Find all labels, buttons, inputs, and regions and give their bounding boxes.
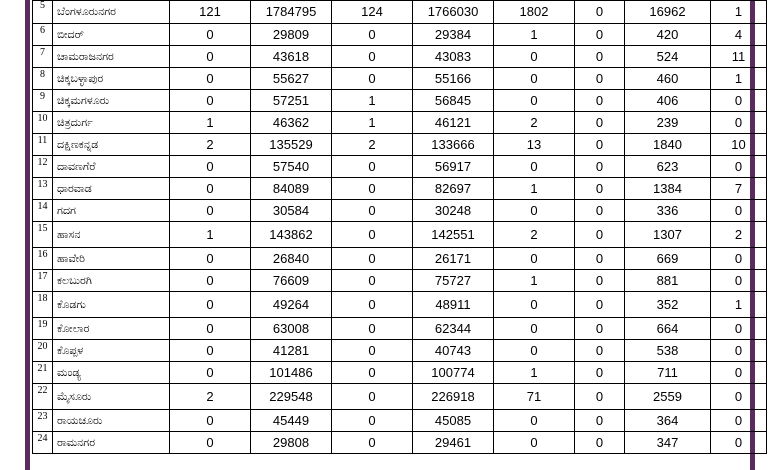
col6-cell: 0 [575, 112, 625, 134]
serial-cell: 17 [33, 270, 53, 292]
col5-cell: 1 [494, 362, 575, 384]
col4-cell: 55166 [413, 68, 494, 90]
district-name-cell: ಚಿಕ್ಕಮಗಳೂರು [53, 90, 170, 112]
district-name-cell: ಚಿತ್ರದುರ್ಗ [53, 112, 170, 134]
table-row [33, 112, 767, 134]
col1-cell: 2 [170, 384, 251, 410]
serial-cell: 16 [33, 248, 53, 270]
col3-cell: 0 [332, 362, 413, 384]
col8-cell: 0 [711, 340, 767, 362]
col8-cell: 1 [711, 1, 767, 24]
col2-cell: 84089 [251, 178, 332, 200]
district-name-cell: ಧಾರವಾಡ [53, 178, 170, 200]
table-row [33, 156, 767, 178]
col4-cell: 226918 [413, 384, 494, 410]
col2-cell: 46362 [251, 112, 332, 134]
serial-cell: 15 [33, 222, 53, 248]
col8-cell: 0 [711, 248, 767, 270]
col3-cell: 0 [332, 318, 413, 340]
col2-cell: 1784795 [251, 1, 332, 24]
table-row [33, 270, 767, 292]
col2-cell: 57251 [251, 90, 332, 112]
col4-cell: 56917 [413, 156, 494, 178]
col4-cell: 46121 [413, 112, 494, 134]
col1-cell: 0 [170, 432, 251, 454]
col2-cell: 63008 [251, 318, 332, 340]
col5-cell: 71 [494, 384, 575, 410]
col4-cell: 75727 [413, 270, 494, 292]
col6-cell: 0 [575, 134, 625, 156]
col6-cell: 0 [575, 384, 625, 410]
col8-cell: 0 [711, 90, 767, 112]
col5-cell: 0 [494, 156, 575, 178]
col6-cell: 0 [575, 362, 625, 384]
col7-cell: 460 [625, 68, 711, 90]
serial-cell: 8 [33, 68, 53, 90]
col3-cell: 124 [332, 1, 413, 24]
district-name-cell: ಚಾಮರಾಜನಗರ [53, 46, 170, 68]
col3-cell: 0 [332, 270, 413, 292]
district-name-cell: ಕೊಪ್ಪಳ [53, 340, 170, 362]
col7-cell: 669 [625, 248, 711, 270]
col1-cell: 2 [170, 134, 251, 156]
col6-cell: 0 [575, 270, 625, 292]
serial-cell: 19 [33, 318, 53, 340]
col4-cell: 48911 [413, 292, 494, 318]
serial-cell: 23 [33, 410, 53, 432]
col8-cell: 0 [711, 432, 767, 454]
col7-cell: 664 [625, 318, 711, 340]
col8-cell: 0 [711, 270, 767, 292]
district-name-cell: ಹಾವೇರಿ [53, 248, 170, 270]
table-row [33, 222, 767, 248]
col3-cell: 0 [332, 178, 413, 200]
serial-cell: 12 [33, 156, 53, 178]
col3-cell: 0 [332, 248, 413, 270]
col6-cell: 0 [575, 46, 625, 68]
col7-cell: 623 [625, 156, 711, 178]
col5-cell: 0 [494, 68, 575, 90]
col4-cell: 133666 [413, 134, 494, 156]
col8-cell: 1 [711, 292, 767, 318]
col3-cell: 2 [332, 134, 413, 156]
table-row [33, 292, 767, 318]
district-name-cell: ಕೋಲಾರ [53, 318, 170, 340]
col8-cell: 0 [711, 112, 767, 134]
table-row [33, 90, 767, 112]
col7-cell: 420 [625, 24, 711, 46]
col8-cell: 0 [711, 410, 767, 432]
col5-cell: 0 [494, 200, 575, 222]
col3-cell: 0 [332, 340, 413, 362]
col3-cell: 0 [332, 156, 413, 178]
col1-cell: 0 [170, 24, 251, 46]
col1-cell: 0 [170, 68, 251, 90]
district-name-cell: ಮೈಸೂರು [53, 384, 170, 410]
district-name-cell: ಬೀದರ್ [53, 24, 170, 46]
col1-cell: 0 [170, 270, 251, 292]
table-row [33, 68, 767, 90]
serial-cell: 14 [33, 200, 53, 222]
page-border-left [25, 0, 30, 470]
col2-cell: 135529 [251, 134, 332, 156]
col7-cell: 352 [625, 292, 711, 318]
col8-cell: 0 [711, 362, 767, 384]
col8-cell: 4 [711, 24, 767, 46]
table-row [33, 24, 767, 46]
col1-cell: 0 [170, 46, 251, 68]
col1-cell: 1 [170, 112, 251, 134]
col3-cell: 0 [332, 24, 413, 46]
col7-cell: 2559 [625, 384, 711, 410]
col1-cell: 121 [170, 1, 251, 24]
table-row [33, 200, 767, 222]
col6-cell: 0 [575, 222, 625, 248]
col2-cell: 29808 [251, 432, 332, 454]
col2-cell: 143862 [251, 222, 332, 248]
col2-cell: 30584 [251, 200, 332, 222]
col5-cell: 1802 [494, 1, 575, 24]
table-row [33, 362, 767, 384]
col1-cell: 0 [170, 410, 251, 432]
district-name-cell: ದಕ್ಷಿಣಕನ್ನಡ [53, 134, 170, 156]
col6-cell: 0 [575, 248, 625, 270]
col4-cell: 100774 [413, 362, 494, 384]
col6-cell: 0 [575, 340, 625, 362]
col7-cell: 347 [625, 432, 711, 454]
col5-cell: 0 [494, 46, 575, 68]
col2-cell: 76609 [251, 270, 332, 292]
serial-cell: 7 [33, 46, 53, 68]
col5-cell: 2 [494, 222, 575, 248]
col5-cell: 0 [494, 292, 575, 318]
col2-cell: 229548 [251, 384, 332, 410]
serial-cell: 18 [33, 292, 53, 318]
serial-cell: 21 [33, 362, 53, 384]
col2-cell: 26840 [251, 248, 332, 270]
table-row [33, 46, 767, 68]
col6-cell: 0 [575, 24, 625, 46]
col1-cell: 0 [170, 318, 251, 340]
district-name-cell: ರಾಮನಗರ [53, 432, 170, 454]
table-row [33, 432, 767, 454]
col8-cell: 7 [711, 178, 767, 200]
serial-cell: 9 [33, 90, 53, 112]
col5-cell: 0 [494, 90, 575, 112]
col7-cell: 364 [625, 410, 711, 432]
serial-cell: 22 [33, 384, 53, 410]
col1-cell: 0 [170, 156, 251, 178]
col8-cell: 10 [711, 134, 767, 156]
col1-cell: 0 [170, 200, 251, 222]
col5-cell: 1 [494, 178, 575, 200]
table-row [33, 134, 767, 156]
district-name-cell: ಹಾಸನ [53, 222, 170, 248]
col1-cell: 0 [170, 340, 251, 362]
col7-cell: 16962 [625, 1, 711, 24]
col2-cell: 43618 [251, 46, 332, 68]
col6-cell: 0 [575, 200, 625, 222]
col8-cell: 2 [711, 222, 767, 248]
col2-cell: 55627 [251, 68, 332, 90]
table-row [33, 384, 767, 410]
col4-cell: 1766030 [413, 1, 494, 24]
col4-cell: 40743 [413, 340, 494, 362]
district-name-cell: ಬೆಂಗಳೂರುನಗರ [53, 1, 170, 24]
col5-cell: 0 [494, 248, 575, 270]
col4-cell: 45085 [413, 410, 494, 432]
col6-cell: 0 [575, 178, 625, 200]
col4-cell: 29461 [413, 432, 494, 454]
table-row [33, 410, 767, 432]
col7-cell: 711 [625, 362, 711, 384]
district-name-cell: ಚಿಕ್ಕಬಳ್ಳಾಪುರ [53, 68, 170, 90]
col6-cell: 0 [575, 318, 625, 340]
col1-cell: 0 [170, 248, 251, 270]
col1-cell: 0 [170, 178, 251, 200]
col2-cell: 41281 [251, 340, 332, 362]
table-row [33, 248, 767, 270]
col7-cell: 538 [625, 340, 711, 362]
serial-cell: 20 [33, 340, 53, 362]
col3-cell: 0 [332, 200, 413, 222]
col2-cell: 49264 [251, 292, 332, 318]
col1-cell: 0 [170, 90, 251, 112]
col2-cell: 101486 [251, 362, 332, 384]
col1-cell: 1 [170, 222, 251, 248]
col7-cell: 1384 [625, 178, 711, 200]
col7-cell: 524 [625, 46, 711, 68]
col6-cell: 0 [575, 68, 625, 90]
col3-cell: 1 [332, 112, 413, 134]
col8-cell: 0 [711, 200, 767, 222]
col3-cell: 0 [332, 384, 413, 410]
table-row [33, 318, 767, 340]
col7-cell: 881 [625, 270, 711, 292]
col7-cell: 239 [625, 112, 711, 134]
col6-cell: 0 [575, 432, 625, 454]
col4-cell: 43083 [413, 46, 494, 68]
col4-cell: 26171 [413, 248, 494, 270]
col4-cell: 30248 [413, 200, 494, 222]
col5-cell: 1 [494, 270, 575, 292]
table-row [33, 178, 767, 200]
serial-cell: 24 [33, 432, 53, 454]
col2-cell: 29809 [251, 24, 332, 46]
col8-cell: 11 [711, 46, 767, 68]
col4-cell: 29384 [413, 24, 494, 46]
serial-cell: 5 [33, 1, 53, 24]
district-name-cell: ಗದಗ [53, 200, 170, 222]
col5-cell: 0 [494, 318, 575, 340]
col3-cell: 0 [332, 410, 413, 432]
table-row [33, 1, 767, 24]
col5-cell: 2 [494, 112, 575, 134]
col5-cell: 0 [494, 432, 575, 454]
district-name-cell: ಕೊಡಗು [53, 292, 170, 318]
district-name-cell: ಮಂಡ್ಯ [53, 362, 170, 384]
col7-cell: 1840 [625, 134, 711, 156]
col4-cell: 62344 [413, 318, 494, 340]
col5-cell: 0 [494, 340, 575, 362]
col1-cell: 0 [170, 292, 251, 318]
serial-cell: 10 [33, 112, 53, 134]
col7-cell: 1307 [625, 222, 711, 248]
col8-cell: 0 [711, 384, 767, 410]
col6-cell: 0 [575, 156, 625, 178]
serial-cell: 13 [33, 178, 53, 200]
serial-cell: 11 [33, 134, 53, 156]
col6-cell: 0 [575, 410, 625, 432]
col3-cell: 0 [332, 46, 413, 68]
col8-cell: 0 [711, 318, 767, 340]
col3-cell: 1 [332, 90, 413, 112]
col4-cell: 56845 [413, 90, 494, 112]
district-name-cell: ರಾಯಚೂರು [53, 410, 170, 432]
table-row [33, 340, 767, 362]
col1-cell: 0 [170, 362, 251, 384]
col5-cell: 13 [494, 134, 575, 156]
col3-cell: 0 [332, 292, 413, 318]
col3-cell: 0 [332, 222, 413, 248]
serial-cell: 6 [33, 24, 53, 46]
col6-cell: 0 [575, 1, 625, 24]
col5-cell: 1 [494, 24, 575, 46]
col5-cell: 0 [494, 410, 575, 432]
col7-cell: 336 [625, 200, 711, 222]
col2-cell: 57540 [251, 156, 332, 178]
col7-cell: 406 [625, 90, 711, 112]
col2-cell: 45449 [251, 410, 332, 432]
col8-cell: 0 [711, 156, 767, 178]
district-name-cell: ಕಲಬುರಗಿ [53, 270, 170, 292]
col3-cell: 0 [332, 432, 413, 454]
col4-cell: 82697 [413, 178, 494, 200]
col8-cell: 1 [711, 68, 767, 90]
col3-cell: 0 [332, 68, 413, 90]
district-table [32, 0, 767, 454]
district-name-cell: ದಾವಣಗೆರೆ [53, 156, 170, 178]
col4-cell: 142551 [413, 222, 494, 248]
col6-cell: 0 [575, 90, 625, 112]
col6-cell: 0 [575, 292, 625, 318]
